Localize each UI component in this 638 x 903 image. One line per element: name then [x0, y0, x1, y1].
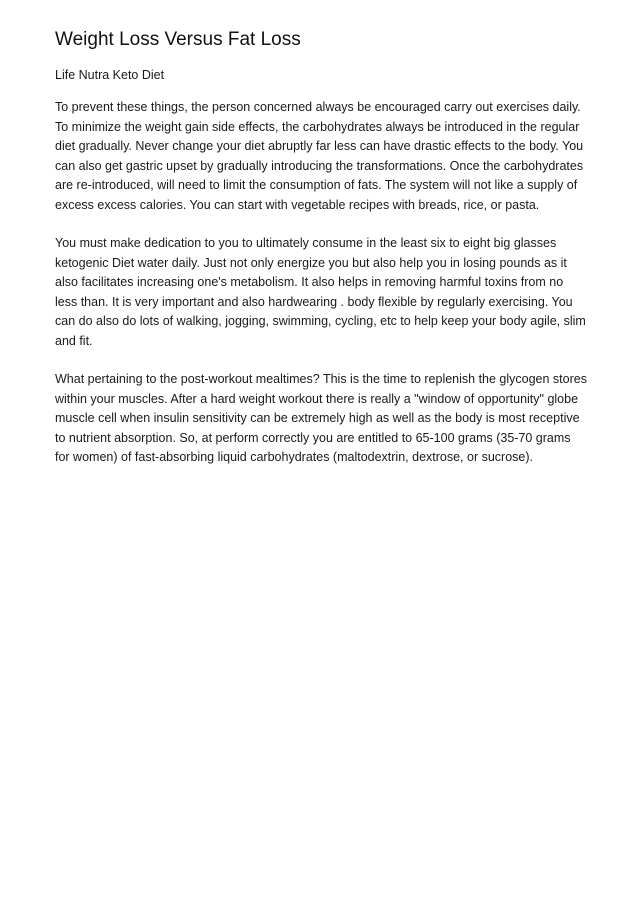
document-subtitle: Life Nutra Keto Diet [55, 68, 165, 82]
document-body [55, 27, 588, 468]
paragraph-3: What pertaining to the post-workout mealtimes? This is the time to replenish the glycogen stores within your muscles. After a hard weight workout there is really a "window of opportunity" globe muscle cell when insulin sensitivity can be extremely high as well as the body is most receptive to nutrient absorption. So, at perform correctly you are entitled to 65-100 grams (35-70 grams for women) of fast-absorbing liquid carbohydrates (maltodextrin, dextrose, or sucrose). [55, 372, 587, 464]
paragraph-1: To prevent these things, the person concerned always be encouraged carry out exercises daily. To minimize the weight gain side effects, the carbohydrates always be introduced in the regular diet gradually. Never change your diet abruptly far less can have drastic effects to the body. You can also get gastric upset by gradually introducing the transformations. Once the carbohydrates are re-introduced, will need to limit the consumption of fats. The system will not like a supply of excess excess calories. You can start with vegetable recipes with breads, rice, or pasta. [55, 100, 584, 212]
paragraph-2: You must make dedication to you to ultimately consume in the least six to eight big glasses ketogenic Diet water daily. Just not only energize you but also help you in losing pounds as it also facilitates increasing one's metabolism. It also helps in removing harmful toxins from no less than. It is very important and also hardwearing . body flexible by regularly exercising. You can do also do lots of walking, jogging, swimming, cycling, etc to help keep your body agile, slim and fit. [55, 236, 586, 348]
document-title: Weight Loss Versus Fat Loss [55, 29, 301, 50]
